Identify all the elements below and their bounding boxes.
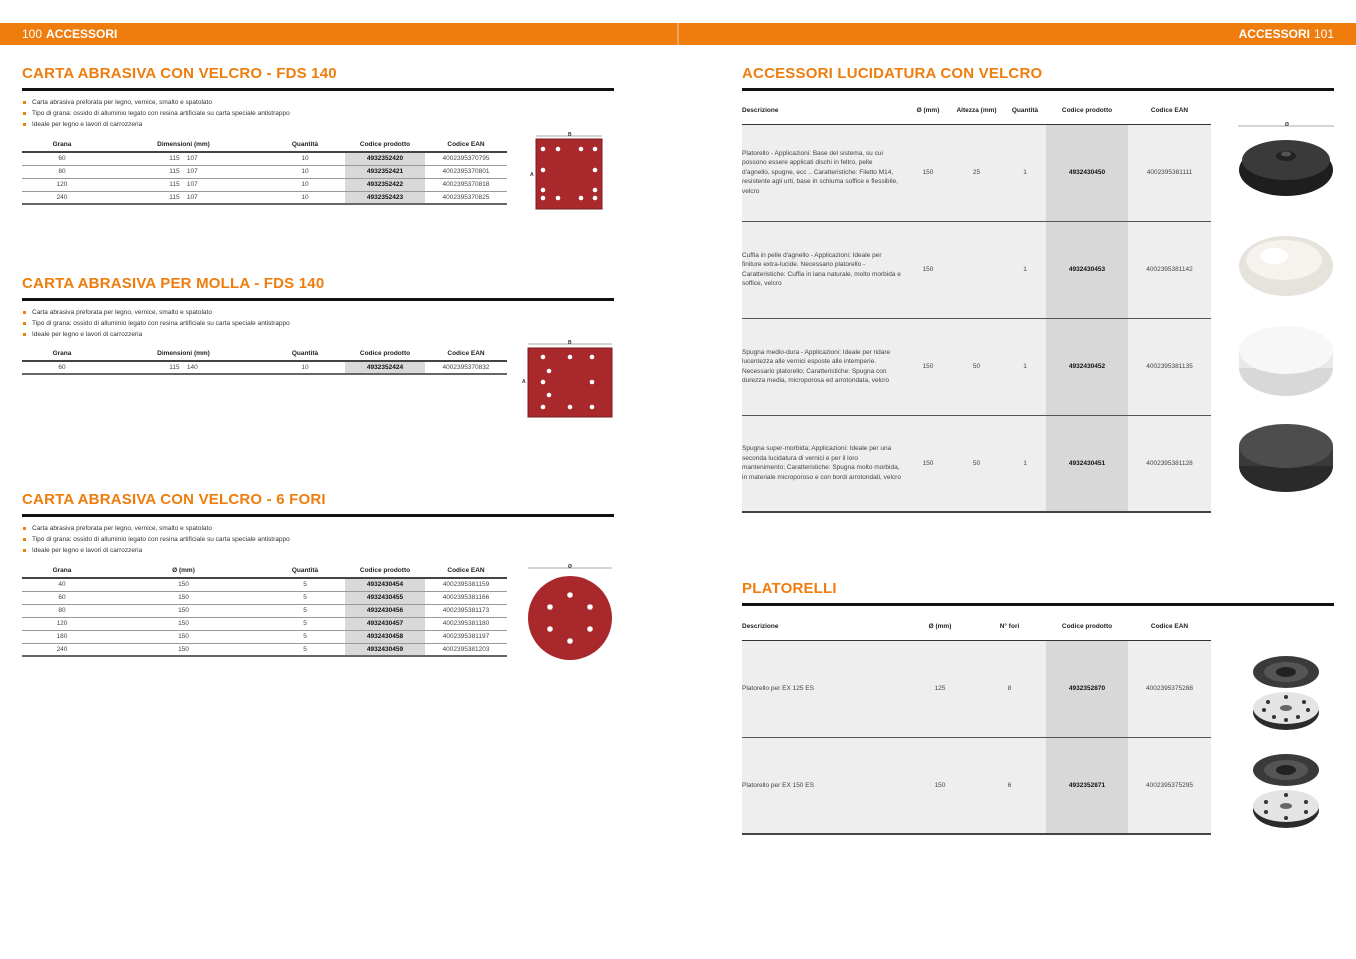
cell-dim: 115 107 <box>102 152 265 165</box>
cell-dim: 150 <box>102 630 265 643</box>
cell-codice: 4932352870 <box>1046 640 1128 737</box>
dim-label-b: B <box>568 340 572 346</box>
cell-diametro: 150 <box>907 415 949 512</box>
cell-grana: 80 <box>22 165 102 178</box>
cell-ean: 4002395381142 <box>1128 221 1211 318</box>
bullet-item: Carta abrasiva preforata per legno, vernice, smalto e spatolato <box>22 97 614 108</box>
table-row <box>22 617 507 630</box>
dim-label-a: A <box>530 172 534 178</box>
cell-descrizione: Platorello - Applicazioni: Base del sistema, su cui possono essere applicati dischi in feltro, pelle d'agnello, spugne, ecc .. Caratteristiche: Filetto M14, resistente agli urti, base in schiuma soffice e flessibile, velcro <box>742 124 907 221</box>
sanding-sheet-10-holes-image <box>522 340 614 420</box>
table-molla-fds140 <box>22 347 507 375</box>
bullet-list <box>22 307 614 340</box>
cell-codice: 4932430457 <box>345 617 425 630</box>
section-title: CARTA ABRASIVA PER MOLLA - FDS 140 <box>22 275 325 292</box>
cell-codice: 4932352421 <box>345 165 425 178</box>
cell-codice: 4932430454 <box>345 578 425 591</box>
platorello-ex150-image <box>1248 748 1324 834</box>
cell-codice: 4932430459 <box>345 643 425 656</box>
cell-ean: 4002395370832 <box>425 361 507 374</box>
bullet-list <box>22 523 614 556</box>
bullet-item: Carta abrasiva preforata per legno, vernice, smalto e spatolato <box>22 307 614 318</box>
right-page-number: 101 <box>1313 27 1334 41</box>
section-platorelli <box>742 580 1334 606</box>
col-grana: Grana <box>22 564 102 578</box>
col-dimensioni: Dimensioni (mm) <box>102 347 265 361</box>
cell-altezza: 50 <box>949 318 1004 415</box>
cell-descrizione: Spugna super-morbida; Applicazioni: Ideale per una seconda lucidatura di vernici e per il loro mantenimento; Caratteristiche: Spugna molto morbida, in materiale microporoso e con bordi arrotondati, velcro <box>742 415 907 512</box>
table-header-row <box>22 138 507 152</box>
table-header-row <box>742 614 1211 640</box>
section-rule <box>742 603 1334 606</box>
cell-dim: 150 <box>102 578 265 591</box>
table-row <box>742 318 1211 415</box>
cell-grana: 240 <box>22 191 102 204</box>
section-title: PLATORELLI <box>742 580 837 597</box>
cell-dim: 150 <box>102 617 265 630</box>
bullet-item: Ideale per legno e lavori di carrozzeria <box>22 329 614 340</box>
cell-fori: 6 <box>973 737 1046 834</box>
cell-descrizione: Spugna medio-dura - Applicazioni: Ideale per ridare lucentezza alle vernici esposte alle intemperie. Necessario platorello; Caratteristiche: Spugna con durezza media, microporosa ed arrotondata, velcro <box>742 318 907 415</box>
table-row <box>22 591 507 604</box>
cell-q: 5 <box>265 578 345 591</box>
col-diametro: Ø (mm) <box>907 614 973 640</box>
cell-dim: 115 107 <box>102 165 265 178</box>
cell-codice: 4932430458 <box>345 630 425 643</box>
cell-q: 5 <box>265 643 345 656</box>
cell-diametro: 125 <box>907 640 973 737</box>
cell-codice: 4932352422 <box>345 178 425 191</box>
cell-q: 10 <box>265 178 345 191</box>
table-row <box>742 124 1211 221</box>
cell-grana: 40 <box>22 578 102 591</box>
table-row <box>742 737 1211 834</box>
cell-ean: 4002395370795 <box>425 152 507 165</box>
right-header <box>1235 27 1334 41</box>
cell-q: 10 <box>265 191 345 204</box>
col-ean: Codice EAN <box>1128 98 1211 124</box>
section-rule <box>22 298 614 301</box>
bullet-item: Carta abrasiva preforata per legno, vernice, smalto e spatolato <box>22 523 614 534</box>
col-dimensioni: Dimensioni (mm) <box>102 138 265 152</box>
table-row <box>22 630 507 643</box>
medium-foam-pad-image <box>1236 320 1336 400</box>
cell-codice: 4932430456 <box>345 604 425 617</box>
col-quantita: Quantità <box>1004 98 1046 124</box>
dim-label-diameter: Ø <box>568 564 572 570</box>
cell-diametro: 150 <box>907 318 949 415</box>
page-gutter <box>677 23 679 45</box>
cell-altezza: 50 <box>949 415 1004 512</box>
table-header-row <box>742 98 1211 124</box>
cell-diametro: 150 <box>907 124 949 221</box>
cell-descrizione: Platorello per EX 150 ES <box>742 737 907 834</box>
col-codice: Codice prodotto <box>345 564 425 578</box>
cell-ean: 4002395370818 <box>425 178 507 191</box>
left-section-label: ACCESSORI <box>46 27 118 41</box>
cell-grana: 60 <box>22 152 102 165</box>
cell-grana: 180 <box>22 630 102 643</box>
cell-descrizione: Cuffia in pelle d'agnello - Applicazioni: Ideale per finiture extra-lucide. Necessario platorello - Caratteristiche: Cuffia in lana naturale, molto morbida e soffice, velcro <box>742 221 907 318</box>
cell-descrizione: Platorello per EX 125 ES <box>742 640 907 737</box>
cell-ean: 4002395370801 <box>425 165 507 178</box>
col-codice: Codice prodotto <box>345 347 425 361</box>
backing-pad-image <box>1236 122 1336 200</box>
cell-q: 10 <box>265 152 345 165</box>
cell-grana: 240 <box>22 643 102 656</box>
cell-diametro: 150 <box>907 737 973 834</box>
col-grana: Grana <box>22 347 102 361</box>
cell-codice: 4932352420 <box>345 152 425 165</box>
left-header <box>22 27 121 41</box>
cell-codice: 4932430452 <box>1046 318 1128 415</box>
cell-fori: 8 <box>973 640 1046 737</box>
cell-ean: 4002395381180 <box>425 617 507 630</box>
section-title: CARTA ABRASIVA CON VELCRO - 6 FORI <box>22 491 326 508</box>
header-band <box>0 23 1356 45</box>
section-rule <box>22 514 614 517</box>
col-fori: N° fori <box>973 614 1046 640</box>
cell-ean: 4002395370825 <box>425 191 507 204</box>
col-altezza: Altezza (mm) <box>949 98 1004 124</box>
table-velcro-6-fori <box>22 564 507 657</box>
cell-grana: 120 <box>22 178 102 191</box>
cell-altezza <box>949 221 1004 318</box>
col-codice: Codice prodotto <box>1046 98 1128 124</box>
cell-altezza: 25 <box>949 124 1004 221</box>
table-row <box>22 178 507 191</box>
right-section-label: ACCESSORI <box>1238 27 1310 41</box>
table-row <box>742 221 1211 318</box>
cell-codice: 4932352871 <box>1046 737 1128 834</box>
cell-dim: 115 107 <box>102 191 265 204</box>
cell-dim: 115 107 <box>102 178 265 191</box>
bullet-item: Tipo di grana: ossido di alluminio legato con resina artificiale su carta speciale antistrappo <box>22 534 614 545</box>
section-rule <box>742 88 1334 91</box>
cell-codice: 4932352424 <box>345 361 425 374</box>
cell-dim: 150 <box>102 591 265 604</box>
col-descrizione: Descrizione <box>742 614 907 640</box>
cell-ean: 4002395381111 <box>1128 124 1211 221</box>
bullet-item: Tipo di grana: ossido di alluminio legato con resina artificiale su carta speciale antistrappo <box>22 318 614 329</box>
table-velcro-fds140 <box>22 138 507 205</box>
cell-q: 1 <box>1004 318 1046 415</box>
col-diametro: Ø (mm) <box>907 98 949 124</box>
cell-grana: 60 <box>22 591 102 604</box>
table-accessori-lucidatura <box>742 98 1211 513</box>
cell-q: 1 <box>1004 221 1046 318</box>
cell-dim: 150 <box>102 604 265 617</box>
cell-ean: 4002395375288 <box>1128 640 1211 737</box>
cell-dim: 115 140 <box>102 361 265 374</box>
cell-q: 5 <box>265 591 345 604</box>
bullet-list <box>22 97 614 130</box>
platorello-ex125-image <box>1248 650 1324 736</box>
table-row <box>22 165 507 178</box>
cell-ean: 4002395381159 <box>425 578 507 591</box>
table-row <box>742 415 1211 512</box>
bullet-item: Tipo di grana: ossido di alluminio legato con resina artificiale su carta speciale antistrappo <box>22 108 614 119</box>
cell-ean: 4002395381166 <box>425 591 507 604</box>
col-ean: Codice EAN <box>425 347 507 361</box>
table-row <box>22 578 507 591</box>
cell-ean: 4002395381203 <box>425 643 507 656</box>
col-quantita: Quantità <box>265 138 345 152</box>
section-accessori-lucidatura <box>742 65 1334 91</box>
bullet-item: Ideale per legno e lavori di carrozzeria <box>22 119 614 130</box>
col-ean: Codice EAN <box>1128 614 1211 640</box>
table-row <box>22 604 507 617</box>
section-rule <box>22 88 614 91</box>
cell-codice: 4932430451 <box>1046 415 1128 512</box>
section-title: ACCESSORI LUCIDATURA CON VELCRO <box>742 65 1043 82</box>
soft-foam-pad-image <box>1236 416 1336 496</box>
table-row <box>22 643 507 656</box>
cell-q: 1 <box>1004 124 1046 221</box>
col-ean: Codice EAN <box>425 138 507 152</box>
sanding-disc-6-holes-image <box>524 562 616 664</box>
dim-label-b: B <box>568 132 572 138</box>
cell-diametro: 150 <box>907 221 949 318</box>
cell-ean: 4002395381135 <box>1128 318 1211 415</box>
col-ean: Codice EAN <box>425 564 507 578</box>
lambskin-bonnet-image <box>1236 228 1336 300</box>
cell-grana: 120 <box>22 617 102 630</box>
table-row <box>22 152 507 165</box>
cell-ean: 4002395381128 <box>1128 415 1211 512</box>
col-codice: Codice prodotto <box>345 138 425 152</box>
sanding-sheet-8-holes-image <box>528 132 608 212</box>
cell-q: 10 <box>265 361 345 374</box>
cell-dim: 150 <box>102 643 265 656</box>
table-row <box>22 191 507 204</box>
cell-codice: 4932430453 <box>1046 221 1128 318</box>
table-platorelli <box>742 614 1211 835</box>
left-page-number: 100 <box>22 27 43 41</box>
cell-q: 5 <box>265 630 345 643</box>
cell-codice: 4932430450 <box>1046 124 1128 221</box>
cell-q: 1 <box>1004 415 1046 512</box>
section-velcro-6-fori <box>22 491 614 556</box>
col-diametro: Ø (mm) <box>102 564 265 578</box>
col-grana: Grana <box>22 138 102 152</box>
col-quantita: Quantità <box>265 564 345 578</box>
dim-label-diameter: Ø <box>1285 122 1289 128</box>
bullet-item: Ideale per legno e lavori di carrozzeria <box>22 545 614 556</box>
cell-codice: 4932430455 <box>345 591 425 604</box>
cell-ean: 4002395375295 <box>1128 737 1211 834</box>
cell-grana: 60 <box>22 361 102 374</box>
table-header-row <box>22 564 507 578</box>
dim-label-a: A <box>522 379 526 385</box>
section-molla-fds140 <box>22 275 614 340</box>
cell-ean: 4002395381197 <box>425 630 507 643</box>
table-row <box>742 640 1211 737</box>
table-row <box>22 361 507 374</box>
section-velcro-fds140 <box>22 65 614 130</box>
table-header-row <box>22 347 507 361</box>
cell-q: 5 <box>265 617 345 630</box>
cell-q: 5 <box>265 604 345 617</box>
col-descrizione: Descrizione <box>742 98 907 124</box>
cell-codice: 4932352423 <box>345 191 425 204</box>
cell-grana: 80 <box>22 604 102 617</box>
section-title: CARTA ABRASIVA CON VELCRO - FDS 140 <box>22 65 337 82</box>
cell-q: 10 <box>265 165 345 178</box>
col-codice: Codice prodotto <box>1046 614 1128 640</box>
col-quantita: Quantità <box>265 347 345 361</box>
cell-ean: 4002395381173 <box>425 604 507 617</box>
